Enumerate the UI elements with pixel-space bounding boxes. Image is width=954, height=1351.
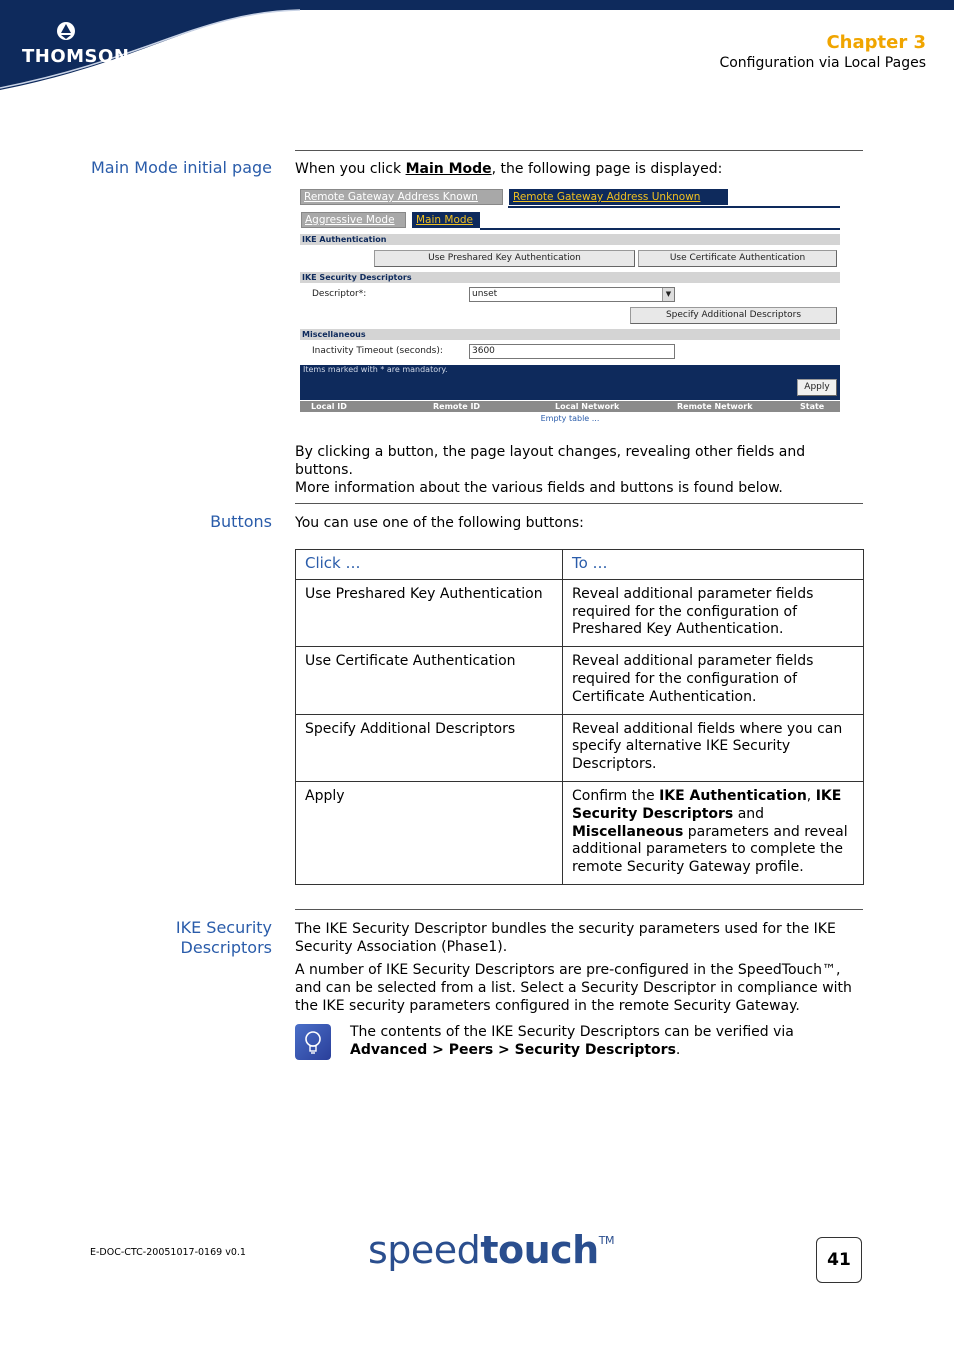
section-divider — [295, 150, 863, 151]
section-ike-authentication: IKE Authentication — [300, 234, 840, 245]
column-click: Click … — [296, 550, 563, 580]
table-header — [300, 401, 840, 412]
tip-end: . — [675, 1042, 681, 1058]
text-part: and — [733, 805, 765, 822]
table-cell-to: Reveal additional parameter fields required for the configuration of Certificate Authentication. — [563, 647, 864, 714]
bold-part: Miscellaneous — [572, 823, 684, 840]
table-cell-click: Specify Additional Descriptors — [296, 714, 563, 781]
empty-table-text: Empty table ... — [540, 414, 600, 423]
main-mode-intro — [295, 160, 863, 178]
description-line-1: By clicking a button, the page layout changes, revealing other fields and buttons. — [295, 444, 806, 478]
table-cell-to: Reveal additional fields where you can specify alternative IKE Security Descriptors. — [563, 714, 864, 781]
text-part: , — [806, 787, 816, 804]
section-divider — [295, 909, 863, 910]
section-miscellaneous: Miscellaneous — [300, 329, 840, 340]
column-remote-id: Remote ID — [433, 402, 481, 411]
text-part: parameters and reveal additional parameters to complete the remote Security Gateway profile. — [572, 823, 848, 876]
specify-descriptors-button: Specify Additional Descriptors — [630, 307, 837, 324]
descriptor-label: Descriptor*: — [312, 289, 367, 299]
tip-text — [350, 1023, 860, 1059]
table-cell-click: Use Preshared Key Authentication — [296, 579, 563, 646]
main-mode-page-screenshot — [300, 186, 840, 426]
tab-remote-gateway-unknown: Remote Gateway Address Unknown — [509, 189, 728, 205]
section-heading-buttons: Buttons — [210, 512, 272, 531]
main-mode-description — [295, 443, 863, 497]
section-heading-ike — [176, 918, 272, 958]
buttons-intro: You can use one of the following buttons: — [295, 515, 584, 531]
apply-bar — [300, 374, 840, 400]
column-state: State — [800, 402, 825, 411]
use-preshared-key-button: Use Preshared Key Authentication — [374, 250, 635, 267]
bold-part: IKE Security Descriptors — [572, 787, 842, 822]
mandatory-note: Items marked with * are mandatory. — [300, 365, 840, 374]
use-certificate-button: Use Certificate Authentication — [638, 250, 837, 267]
descriptor-value: unset — [472, 289, 498, 299]
column-to: To … — [563, 550, 864, 580]
logo-bold: touch — [480, 1228, 599, 1272]
column-remote-network: Remote Network — [677, 402, 753, 411]
table-row — [296, 781, 864, 884]
speedtouch-logo — [368, 1228, 614, 1272]
tab-main-mode: Main Mode — [412, 212, 480, 228]
chapter-title: Chapter 3 — [826, 32, 926, 53]
column-local-id: Local ID — [311, 402, 347, 411]
table-cell-click: Use Certificate Authentication — [296, 647, 563, 714]
buttons-table — [295, 549, 864, 885]
descriptor-select — [469, 287, 675, 302]
tip-line-1: The contents of the IKE Security Descriptors can be verified via — [350, 1024, 794, 1040]
brand-name: THOMSON — [22, 46, 130, 67]
heading-line-2: Descriptors — [180, 938, 272, 957]
tab-remote-gateway-known: Remote Gateway Address Known — [300, 189, 503, 205]
apply-button: Apply — [797, 379, 837, 396]
description-line-2: More information about the various fields and buttons is found below. — [295, 480, 783, 496]
section-ike-security-descriptors: IKE Security Descriptors — [300, 272, 840, 283]
lightbulb-icon — [295, 1024, 331, 1060]
tip-line-2 — [350, 1041, 860, 1059]
table-row — [296, 714, 864, 781]
ike-paragraph-2: A number of IKE Security Descriptors are pre-configured in the SpeedTouch™, and can be selected from a list. Select a Security Descriptor in compliance with the IKE security parameters configured in the remote Security Gateway. — [295, 962, 852, 1014]
section-heading-main-mode: Main Mode initial page — [90, 158, 272, 177]
chevron-down-icon: ▼ — [662, 288, 674, 301]
tab-underline — [508, 206, 840, 208]
table-header-row — [296, 550, 864, 580]
page-number: 41 — [816, 1237, 862, 1283]
logo-tm: TM — [598, 1234, 614, 1247]
ike-paragraph-1: The IKE Security Descriptor bundles the security parameters used for the IKE Security Association (Phase1). — [295, 921, 836, 955]
tab-underline-2 — [480, 228, 840, 230]
column-local-network: Local Network — [555, 402, 620, 411]
tab-aggressive-mode: Aggressive Mode — [301, 212, 406, 228]
document-id: E-DOC-CTC-20051017-0169 v0.1 — [90, 1247, 246, 1258]
heading-line-1: IKE Security — [175, 918, 272, 937]
main-mode-link: Main Mode — [405, 161, 492, 177]
table-cell-click: Apply — [296, 781, 563, 884]
intro-text-end: , the following page is displayed: — [491, 161, 723, 177]
intro-text: When you click — [295, 161, 406, 177]
table-row — [296, 647, 864, 714]
logo-light: speed — [368, 1228, 481, 1272]
tip-path: Advanced > Peers > Security Descriptors — [350, 1042, 676, 1058]
header-banner — [0, 0, 954, 100]
timeout-input: 3600 — [469, 344, 675, 359]
bold-part: IKE Authentication — [659, 787, 807, 804]
table-cell-to — [563, 781, 864, 884]
table-cell-to: Reveal additional parameter fields required for the configuration of Preshared Key Authentication. — [563, 579, 864, 646]
timeout-label: Inactivity Timeout (seconds): — [312, 346, 443, 356]
thomson-logo-icon — [57, 22, 75, 40]
table-row — [296, 579, 864, 646]
chapter-subtitle: Configuration via Local Pages — [719, 55, 926, 71]
section-divider — [295, 503, 863, 504]
text-part: Confirm the — [572, 787, 660, 804]
